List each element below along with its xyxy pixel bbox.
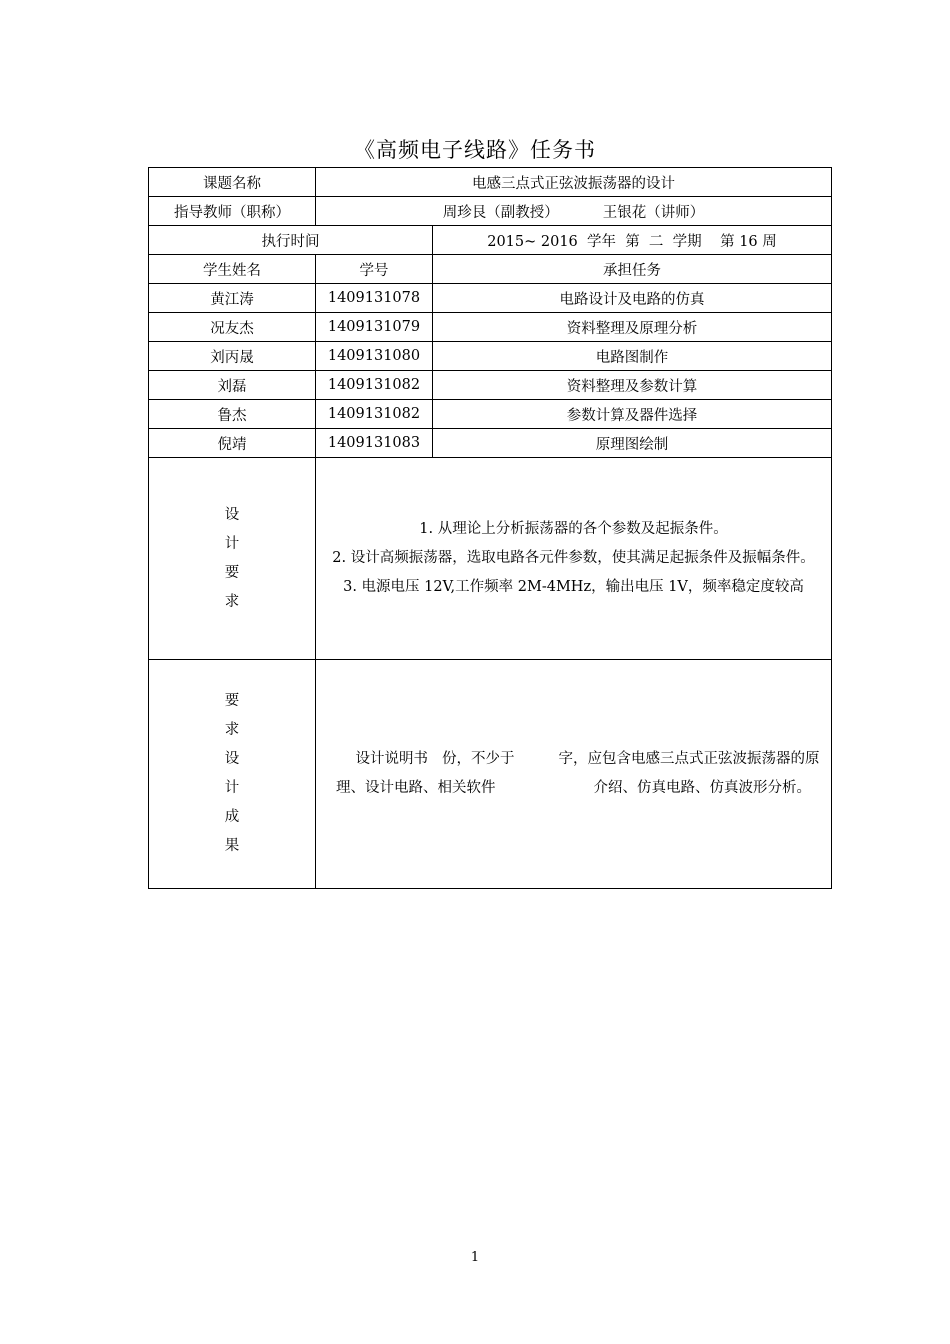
student-task: 参数计算及器件选择 (433, 400, 832, 429)
topic-row (149, 168, 832, 197)
time-label: 执行时间 (149, 226, 433, 255)
student-name: 况友杰 (149, 313, 316, 342)
design-output-row (149, 660, 832, 889)
advisor-label: 指导教师（职称） (149, 197, 316, 226)
document-title: 《高频电子线路》任务书 (354, 138, 596, 162)
topic-label: 课题名称 (149, 168, 316, 197)
advisor-2: 王银花（讲师） (602, 204, 705, 221)
design-requirements-label: 设 计 要 求 (149, 458, 316, 660)
student-id: 1409131080 (316, 342, 433, 371)
student-name: 倪靖 (149, 429, 316, 458)
requirement-item: 3. 电源电压 12V,工作频率 2M-4MHz，输出电压 1V，频率稳定度较高 (343, 579, 804, 595)
design-requirements-content (316, 458, 832, 660)
student-row (149, 313, 832, 342)
time-row (149, 226, 832, 255)
header-id: 学号 (316, 255, 433, 284)
page-number: 1 (470, 1250, 480, 1265)
student-row (149, 342, 832, 371)
student-id: 1409131082 (316, 400, 433, 429)
requirement-item: 1. 从理论上分析振荡器的各个参数及起振条件。 (419, 521, 728, 537)
header-name: 学生姓名 (149, 255, 316, 284)
student-task: 原理图绘制 (433, 429, 832, 458)
student-name: 鲁杰 (149, 400, 316, 429)
advisor-row (149, 197, 832, 226)
student-row (149, 371, 832, 400)
advisor-1: 周珍艮（副教授） (442, 204, 559, 221)
student-row (149, 284, 832, 313)
header-task: 承担任务 (433, 255, 832, 284)
topic-value: 电感三点式正弦波振荡器的设计 (316, 168, 832, 197)
student-name: 黄江涛 (149, 284, 316, 313)
requirement-item: 2. 设计高频振荡器，选取电路各元件参数，使其满足起振条件及振幅条件。 (332, 550, 815, 566)
student-task: 资料整理及参数计算 (433, 371, 832, 400)
design-output-content (316, 660, 832, 889)
student-name: 刘丙晟 (149, 342, 316, 371)
student-row (149, 400, 832, 429)
student-id: 1409131078 (316, 284, 433, 313)
student-id: 1409131082 (316, 371, 433, 400)
task-table (148, 167, 832, 889)
student-id: 1409131079 (316, 313, 433, 342)
student-task: 资料整理及原理分析 (433, 313, 832, 342)
student-header-row (149, 255, 832, 284)
time-value: 2015~ 2016 学年 第 二 学期 第 16 周 (433, 226, 832, 255)
student-row (149, 429, 832, 458)
student-task: 电路设计及电路的仿真 (433, 284, 832, 313)
student-task: 电路图制作 (433, 342, 832, 371)
student-id: 1409131083 (316, 429, 433, 458)
design-output-label: 要 求 设 计 成 果 (149, 660, 316, 889)
design-output-text: 设计说明书 份，不少于 字，应包含电感三点式正弦波振荡器的原理、设计电路、相关软件 介绍、仿真电路、仿真波形分析。 (336, 751, 820, 796)
student-name: 刘磊 (149, 371, 316, 400)
advisor-value (316, 197, 832, 226)
design-requirements-row (149, 458, 832, 660)
